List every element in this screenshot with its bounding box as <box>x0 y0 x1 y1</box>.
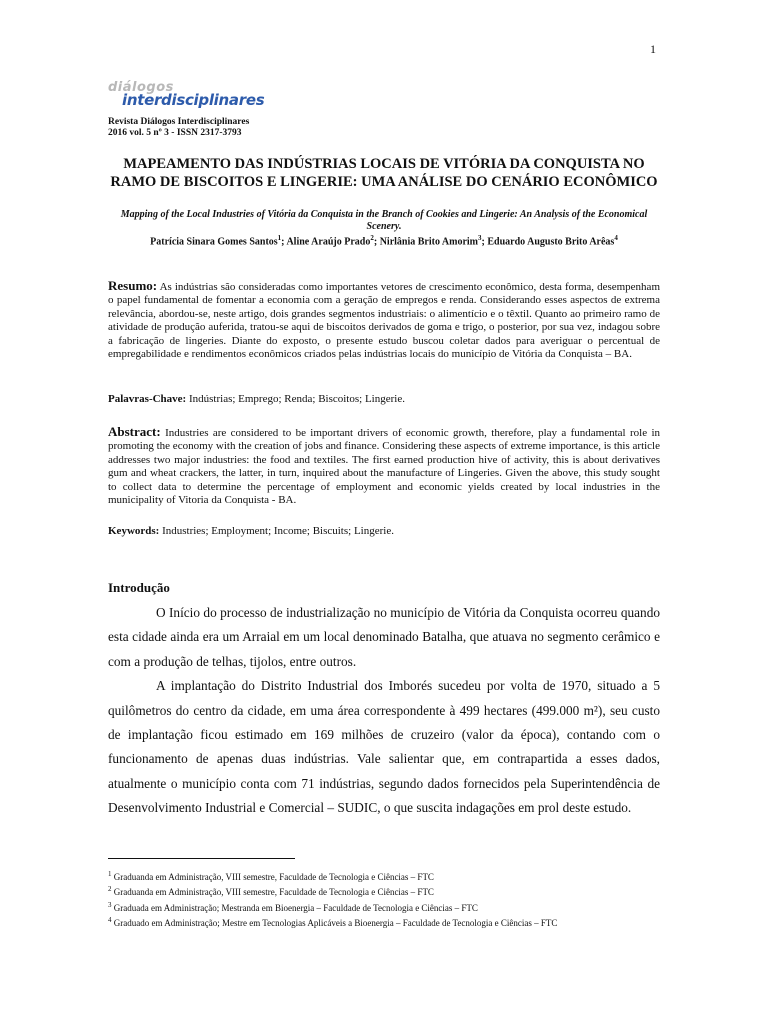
page-number: 1 <box>650 42 656 56</box>
footnote-separator <box>108 858 295 859</box>
journal-name: Revista Diálogos Interdisciplinares <box>108 117 250 127</box>
author-footnote-marker: 2 <box>370 234 374 242</box>
footnote <box>108 868 660 883</box>
keywords-label: Keywords: <box>108 525 160 537</box>
paper-title: MAPEAMENTO DAS INDÚSTRIAS LOCAIS DE VITÓRIA DA CONQUISTA NO RAMO DE BISCOITOS E LINGERIE: UMA ANÁLISE DO CENÁRIO ECONÔMICO <box>110 156 658 190</box>
footnote <box>108 899 660 914</box>
journal-logo <box>108 80 268 120</box>
resumo-label: Resumo: <box>108 278 158 293</box>
footnote-text: Graduanda em Administração, VIII semestre, Faculdade de Tecnologia e Ciências – FTC <box>113 872 434 882</box>
footnote <box>108 914 660 929</box>
palavras-chave-text: Indústrias; Emprego; Renda; Biscoitos; Lingerie. <box>188 393 405 405</box>
resumo-text: As indústrias são consideradas como importantes vetores de crescimento econômico, desta forma, desempenham o papel fundamental de fomentar a economia com a geração de empregos e renda. Considerando esses aspectos de extrema relevância, abordou-se, neste artigo, dois grandes segmentos industriais: o alimentício e o têxtil. Quanto ao primeiro ramo de atividade de produção auferida, tratou-se aqui de biscoitos derivados de goma e trigo, o posterior, por sua vez, indagou sobre a fabricação de lingeries. Diante do exposto, o presente estudo buscou coletar dados para averiguar o percentual de empregabilidade e rendimentos econômicos criados pelas indústrias locais do município de Vitória da Conquista – BA. <box>108 281 660 361</box>
author-name: Nirlânia Brito Amorim <box>379 236 479 248</box>
author-footnote-marker: 3 <box>478 234 482 242</box>
abstract-label: Abstract: <box>108 424 161 439</box>
palavras-chave-label: Palavras-Chave: <box>108 393 187 405</box>
body-paragraph: A implantação do Distrito Industrial dos Imborés sucedeu por volta de 1970, situado a 5 quilômetros do centro da cidade, em uma área correspondente à 499 hectares (499.000 m²), seu custo de implantação ficou estimado em 169 milhões de cruzeiro (valor da época), contando com o funcionamento de apenas duas indústrias. Vale salientar que, em contrapartida a esses dados, atualmente o município conta com 71 indústrias, segundo dados fornecidos pela Superintendência de Desenvolvimento Industrial e Comercial – SUDIC, o que suscita indagações em prol deste estudo. <box>108 678 660 816</box>
resumo-paragraph <box>108 279 660 361</box>
footnote-marker: 3 <box>108 900 112 909</box>
abstract-text: Industries are considered to be important drivers of economic growth, therefore, play a fundamental role in promoting the economy with the creation of jobs and finance. Considering these aspects of extreme importance, is this article addresses two major industries: the food and textiles. The first earned production hive of activity, this is about derivatives gum and wheat crackers, the latter, in turn, inquired about the manufacture of Lingeries. Given the above, this study sought to collect data to determine the percentage of employment and economic yields created by local industries in the municipality of Vitoria da Conquista - BA. <box>108 427 661 507</box>
footnotes <box>108 868 660 930</box>
author-list: Patrícia Sinara Gomes Santos$^1$; Aline Araújo Prado$^2$; Nirlânia Brito Amorim$^3$; Eduardo Augusto Brito Arêas$^4$ <box>150 234 618 248</box>
introduction-body <box>108 601 660 821</box>
footnote-marker: 2 <box>108 885 112 894</box>
body-paragraph: O Início do processo de industrialização no município de Vitória da Conquista ocorreu quando esta cidade ainda era um Arraial em um local denominado Batalha, que atuava no segmento cerâmico e com a produção de telhas, tijolos, entre outros. <box>108 605 660 669</box>
logo-top-text: diálogos <box>108 80 174 95</box>
english-title: Mapping of the Local Industries of Vitória da Conquista in the Branch of Cookies and Lingerie: An Analysis of the Economical Scenery. <box>120 209 648 232</box>
journal-issue: 2016 vol. 5 nº 3 - ISSN 2317-3793 <box>108 128 242 138</box>
author-name: Eduardo Augusto Brito Arêas <box>487 236 615 248</box>
palavras-chave <box>108 393 660 406</box>
footnote-marker: 4 <box>108 916 112 925</box>
section-heading: Introdução <box>108 580 170 595</box>
footnote-text: Graduado em Administração; Mestre em Tecnologias Aplicáveis a Bioenergia – Faculdade de Tecnologia e Ciências – FTC <box>113 918 558 929</box>
author-name: Patrícia Sinara Gomes Santos <box>150 236 278 248</box>
keywords <box>108 525 660 538</box>
keywords-text: Industries; Employment; Income; Biscuits; Lingerie. <box>162 525 394 537</box>
footnote-text: Graduada em Administração; Mestranda em Bioenergia – Faculdade de Tecnologia e Ciências – FTC <box>113 902 478 913</box>
author-name: Aline Araújo Prado <box>286 236 371 248</box>
logo-bottom-text: interdisciplinares <box>122 91 265 109</box>
author-footnote-marker: 1 <box>277 234 282 242</box>
author-footnote-marker: 4 <box>614 234 618 242</box>
journal-info <box>108 117 249 139</box>
abstract-paragraph <box>108 425 660 507</box>
footnote-text: Graduanda em Administração, VIII semestre, Faculdade de Tecnologia e Ciências – FTC <box>113 887 434 898</box>
footnote <box>108 883 660 898</box>
footnote-marker: 1 <box>108 870 112 878</box>
